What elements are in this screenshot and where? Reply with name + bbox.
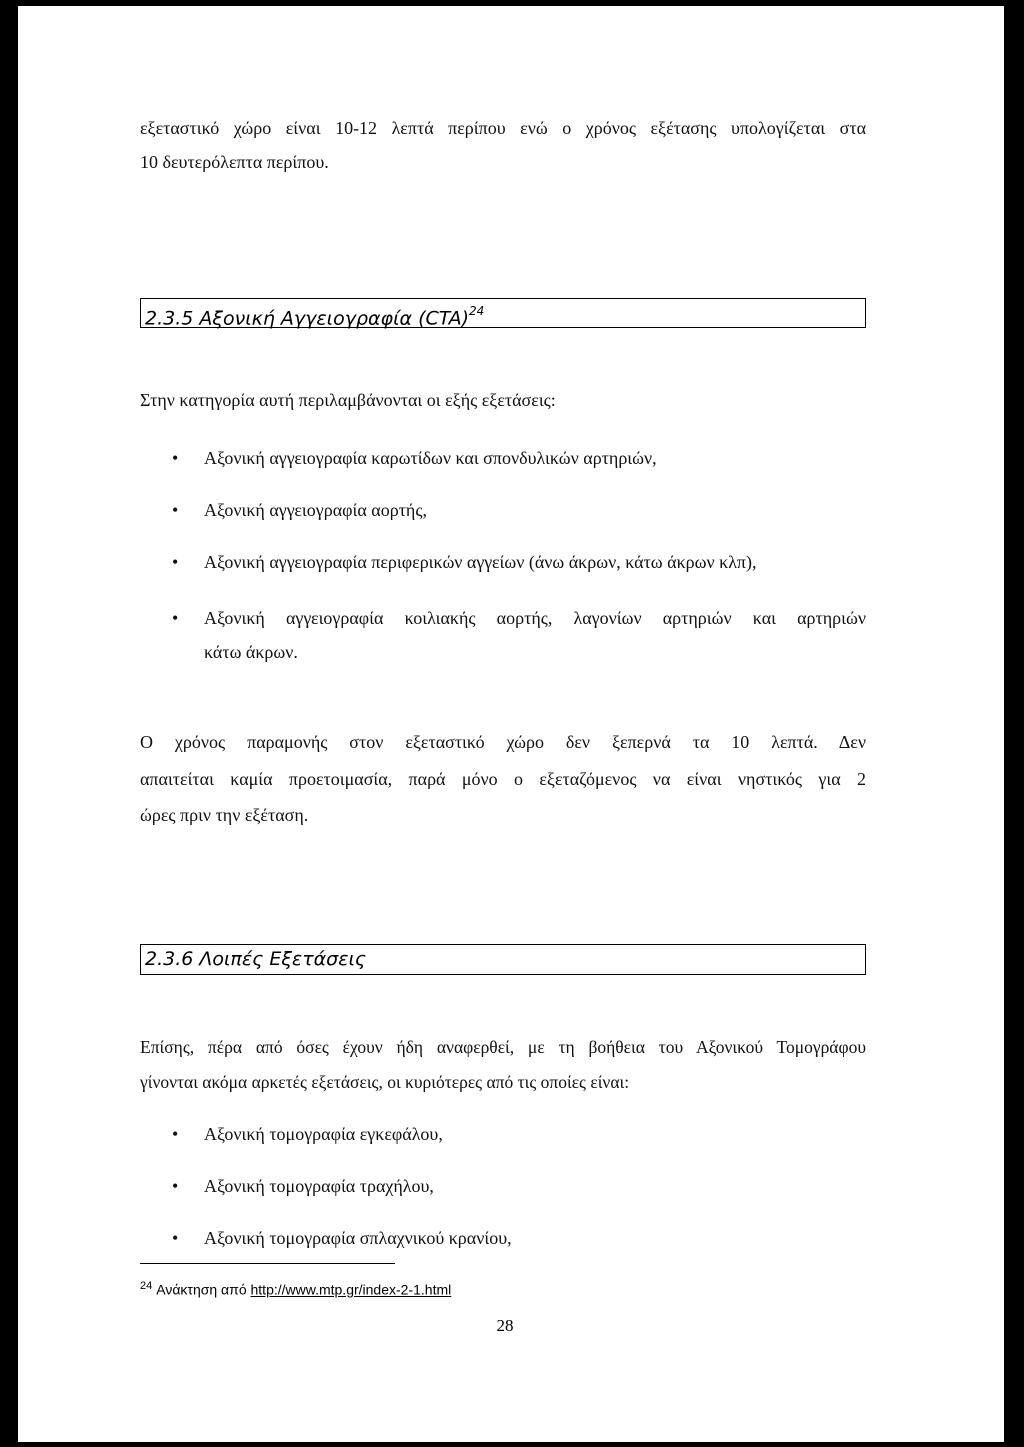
bullet-marker	[172, 446, 178, 470]
list-item: Αξονική αγγειογραφία καρωτίδων και σπονδυλικών αρτηριών,	[204, 448, 657, 468]
paragraph-line: απαιτείται καμία προετοιμασία, παρά μόνο ο εξεταζόμενος να είναι νηστικός για 2	[140, 769, 866, 789]
list-item: Αξονική αγγειογραφία περιφερικών αγγείων (άνω άκρων, κάτω άκρων κλπ),	[204, 552, 757, 572]
document-page	[18, 6, 1004, 1442]
bullet-marker	[172, 606, 178, 630]
paragraph-line: Επίσης, πέρα από όσες έχουν ήδη αναφερθεί, με τη βοήθεια του Αξονικού Τομογράφου	[140, 1037, 866, 1057]
bullet-marker	[172, 1122, 178, 1146]
section-heading-box-other	[140, 944, 866, 975]
section-cta-lead: Στην κατηγορία αυτή περιλαμβάνονται οι εξής εξετάσεις:	[140, 390, 556, 410]
footnote-text: Ανάκτηση από	[156, 1281, 247, 1298]
list-item-continuation: κάτω άκρων.	[204, 642, 298, 662]
section-heading-cta	[145, 300, 484, 331]
bullet-marker	[172, 498, 178, 522]
section-heading-box-cta	[140, 298, 866, 328]
paragraph-line: ώρες πριν την εξέταση.	[140, 805, 309, 825]
page-number: 28	[496, 1316, 514, 1335]
footnote-link[interactable]: http://www.mtp.gr/index-2-1.html	[250, 1281, 452, 1298]
footnote-reference: 24	[469, 304, 485, 318]
intro-line-2: 10 δευτερόλεπτα περίπου.	[140, 152, 329, 172]
bullet-marker	[172, 1226, 178, 1250]
footnote-divider	[140, 1263, 395, 1264]
section-heading-cta-text: 2.3.5 Αξονική Αγγειογραφία (CTA)	[145, 307, 470, 330]
footnote	[140, 1276, 451, 1300]
paragraph-line: γίνονται ακόμα αρκετές εξετάσεις, οι κυριότερες από τις οποίες είναι:	[140, 1072, 630, 1092]
list-item: Αξονική αγγειογραφία κοιλιακής αορτής, λαγονίων αρτηριών και αρτηριών	[204, 608, 866, 628]
bullet-marker	[172, 1174, 178, 1198]
list-item: Αξονική τομογραφία σπλαχνικού κρανίου,	[204, 1228, 512, 1248]
list-item: Αξονική τομογραφία τραχήλου,	[204, 1176, 434, 1196]
intro-line-1: εξεταστικό χώρο είναι 10-12 λεπτά περίπου ενώ ο χρόνος εξέτασης υπολογίζεται στα	[140, 118, 866, 138]
list-item: Αξονική αγγειογραφία αορτής,	[204, 500, 427, 520]
list-item: Αξονική τομογραφία εγκεφάλου,	[204, 1124, 443, 1144]
section-heading-other: 2.3.6 Λοιπές Εξετάσεις	[145, 948, 367, 970]
paragraph-line: Ο χρόνος παραμονής στον εξεταστικό χώρο δεν ξεπερνά τα 10 λεπτά. Δεν	[140, 732, 866, 752]
footnote-number: 24	[140, 1280, 153, 1292]
bullet-marker	[172, 550, 178, 574]
